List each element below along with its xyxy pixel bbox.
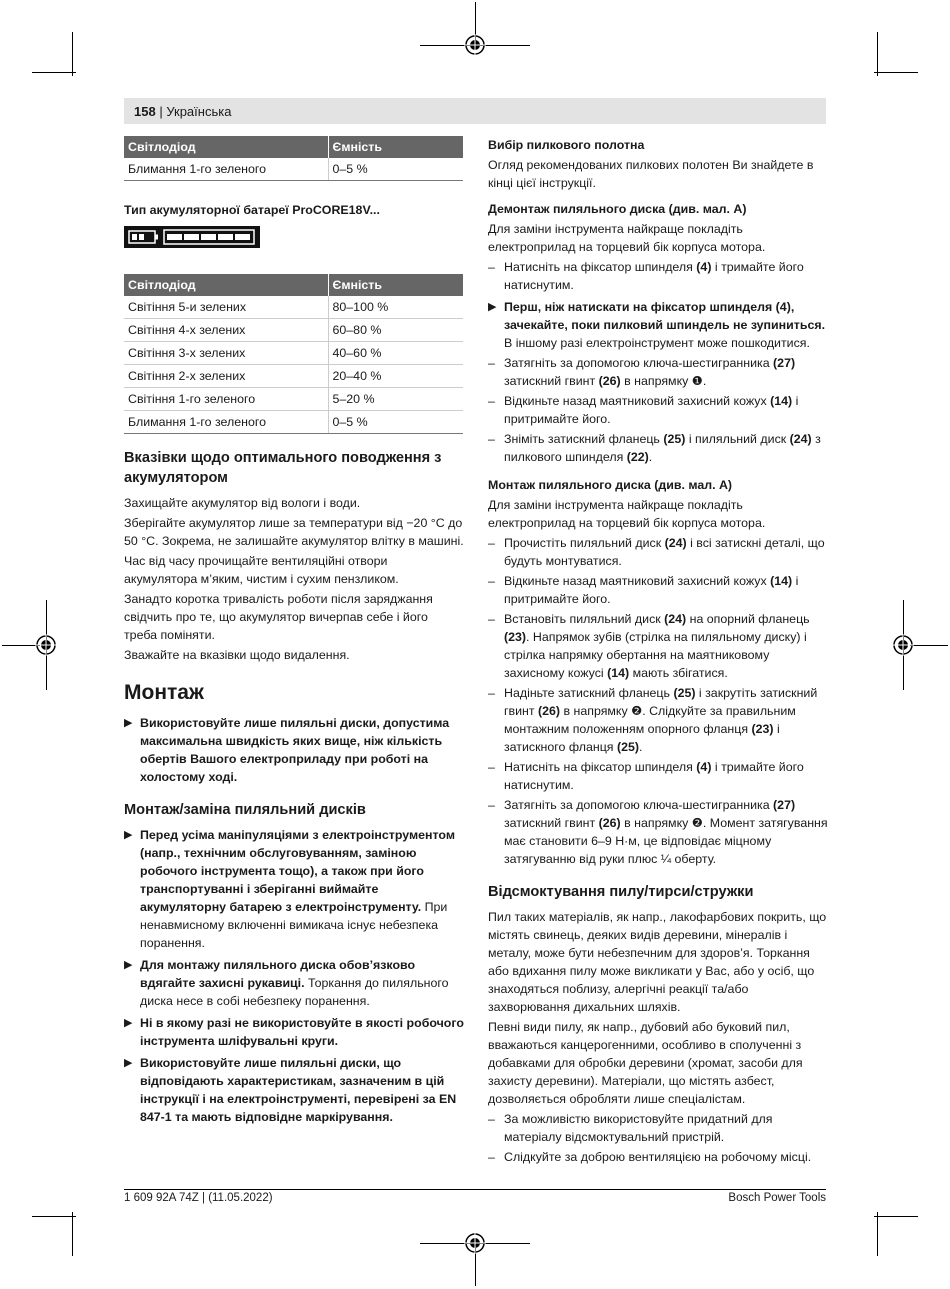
header-separator: | <box>159 104 163 119</box>
text: Натисніть на фіксатор шпинделя <box>504 260 697 274</box>
table-cell: Світіння 4-х зелених <box>124 319 328 342</box>
table-cell: Світіння 5-и зелених <box>124 296 328 319</box>
dash: – <box>488 394 495 408</box>
list-item <box>488 758 828 794</box>
ref-number: (26) <box>598 374 621 388</box>
table-cell: Світіння 3-х зелених <box>124 342 328 365</box>
montazh-title: Монтаж <box>124 681 204 704</box>
list-item <box>488 1148 828 1166</box>
list-item <box>488 534 828 570</box>
text: . <box>648 450 653 464</box>
list-item <box>488 258 828 294</box>
ref-number: (25) <box>673 686 696 700</box>
ref-number: (27) <box>773 798 796 812</box>
text: Зніміть затискний фланець <box>504 432 664 446</box>
warning-item <box>488 298 828 352</box>
demount-intro: Для заміни інструмента найкраще покладіть електроприлад на торцевий бік корпуса мотора. <box>488 222 766 254</box>
text: з пилкового шпинделя <box>504 432 821 464</box>
warning-item <box>124 956 464 1010</box>
dash: – <box>488 612 495 626</box>
dash: – <box>488 1112 495 1126</box>
text: За можливістю використовуйте придатний для матеріалу відсмоктувальний пристрій. <box>504 1112 773 1144</box>
table-cell: 0–5 % <box>328 411 463 434</box>
warning-triangle-icon: ▶ <box>124 1057 133 1069</box>
warning-triangle-icon: ▶ <box>488 301 497 313</box>
left-column <box>124 136 464 1126</box>
text: мають збігатися. <box>629 666 728 680</box>
text: Відкиньте назад маятниковий захисний кожух <box>504 574 771 588</box>
list-item <box>488 684 828 756</box>
text: і притримайте його. <box>504 574 799 606</box>
list-item <box>488 430 828 466</box>
warning-text-bold: Перш, ніж натискати на фіксатор шпинделя (4), зачекайте, поки пилковий шпиндель не зупиниться. <box>504 300 826 332</box>
warning-text: Торкання до пиляльного диска несе в собі небезпеку поранення. <box>140 976 449 1008</box>
demount-title: Демонтаж пиляльного диска (див. мал. А) <box>488 202 747 216</box>
crop-mark <box>72 1212 73 1256</box>
text: Надіньте затискний фланець <box>504 686 674 700</box>
ref-number: (24) <box>789 432 812 446</box>
text: Слідкуйте за доброю вентиляцією на робочому місці. <box>504 1150 812 1164</box>
table-cell: 0–5 % <box>328 158 463 181</box>
ref-number: (27) <box>773 356 796 370</box>
warning-triangle-icon: ▶ <box>124 717 133 729</box>
text: і пиляльний диск <box>685 432 790 446</box>
replace-title: Монтаж/заміна пиляльний дисків <box>124 802 366 818</box>
warning-text-bold: Для монтажу пиляльного диска обов’язково вдягайте захисні рукавиці. <box>140 958 416 990</box>
ref-number: (4) <box>696 760 712 774</box>
dust-paragraph: Пил таких матеріалів, як напр., лакофарбових покрить, що містять свинець, деяких видів деревини, мінералів і металу, може бути небезпечним для здоров’я. Торкання або вдихання пилу може викликати у Вас, або у осіб, що знаходяться поблизу, алергічні реакції та/або захворювання дихальних шляхів. <box>488 910 827 1014</box>
list-item <box>488 572 828 608</box>
warning-text-bold: Перед усіма маніпуляціями з електроінструментом (напр., технічним обслуговуванням, заміною робочого інструмента тощо), а також при його транспортуванні і зберіганні виймайте акумуляторну батарею з електроінструменту. <box>140 828 455 914</box>
dash: – <box>488 574 495 588</box>
text: Затягніть за допомогою ключа-шестигранника <box>504 356 774 370</box>
warning-triangle-icon: ▶ <box>124 959 133 971</box>
registration-mark-icon <box>464 1232 486 1254</box>
table-header: Світлодіод <box>124 274 328 296</box>
text: в напрямку ❶. <box>620 374 707 388</box>
ref-number: (23) <box>751 722 774 736</box>
crop-mark <box>32 1216 76 1217</box>
table-cell: Блимання 1-го зеленого <box>124 158 328 181</box>
list-item <box>488 354 828 390</box>
warning-text: Використовуйте лише пиляльні диски, допустима максимальна швидкість яких вище, ніж кількість обертів Вашого електроприладу при роботі на холостому ході. <box>140 716 450 784</box>
care-paragraph: Час від часу прочищайте вентиляційні отвори акумулятора м’яким, чистим і сухим пензликом. <box>124 554 399 586</box>
warning-text-bold: Використовуйте лише пиляльні диски, що відповідають характеристикам, зазначеним в цій інструкції і на електроінструменті, перевірені за EN 847-1 та мають відповідне маркірування. <box>140 1056 457 1124</box>
warning-item <box>124 1054 464 1126</box>
text: і тримайте його натиснутим. <box>504 260 804 292</box>
right-column <box>488 136 828 1166</box>
dash: – <box>488 536 495 550</box>
warning-triangle-icon: ▶ <box>124 1017 133 1029</box>
text: Прочистіть пиляльний диск <box>504 536 665 550</box>
crop-mark <box>32 72 76 73</box>
table-header: Світлодіод <box>124 136 328 158</box>
text: затискний гвинт <box>504 816 599 830</box>
text: і закрутіть затискний гвинт <box>504 686 818 718</box>
list-item <box>488 796 828 868</box>
care-paragraph: Занадто коротка тривалість роботи після заряджання свідчить про те, що акумулятор вичерпав себе і його треба поміняти. <box>124 592 433 642</box>
dash: – <box>488 356 495 370</box>
table-cell: 5–20 % <box>328 388 463 411</box>
ref-number: (4) <box>696 260 712 274</box>
list-item <box>488 1110 828 1146</box>
ref-number: (24) <box>664 536 687 550</box>
ref-number: (14) <box>770 574 793 588</box>
mount-intro: Для заміни інструмента найкраще покладіть електроприлад на торцевий бік корпуса мотора. <box>488 498 766 530</box>
care-title: Вказівки щодо оптимального поводження з акумулятором <box>124 450 442 486</box>
warning-text: При ненавмисному включенні вимикача існує небезпека поранення. <box>140 900 448 950</box>
dash: – <box>488 798 495 812</box>
ref-number: (22) <box>626 450 649 464</box>
text: і притримайте його. <box>504 394 799 426</box>
battery-indicator-icon <box>124 226 260 248</box>
crop-mark <box>910 645 948 646</box>
registration-mark-icon <box>35 634 57 656</box>
ref-number: (26) <box>598 816 621 830</box>
table-header: Ємність <box>328 274 463 296</box>
text: в напрямку ❷. Момент затягування має становити 6–9 Н·м, це відповідає міцному затягуванню від руки плюс ¼ оберту. <box>504 816 828 866</box>
table-cell: 60–80 % <box>328 319 463 342</box>
ref-number: (26) <box>537 704 561 718</box>
warning-item <box>124 1014 464 1050</box>
text: і всі затискні деталі, що будуть монтуватися. <box>504 536 825 568</box>
registration-mark-icon <box>892 634 914 656</box>
text: затискний гвинт <box>504 374 599 388</box>
care-paragraph: Зберігайте акумулятор лише за температури від −20 °C до 50 °C. Зокрема, не залишайте акумулятор влітку в машині. <box>124 516 464 548</box>
warning-triangle-icon: ▶ <box>124 829 133 841</box>
list-item <box>488 610 828 682</box>
table-cell: Блимання 1-го зеленого <box>124 411 328 434</box>
warning-item <box>124 826 464 952</box>
crop-mark <box>874 1216 918 1217</box>
dash: – <box>488 760 495 774</box>
table-header: Ємність <box>328 136 463 158</box>
crop-mark <box>877 1212 878 1256</box>
text: Встановіть пиляльний диск <box>504 612 665 626</box>
led-table-1 <box>124 136 463 181</box>
ref-number: (14) <box>770 394 793 408</box>
choice-title: Вибір пилкового полотна <box>488 138 645 152</box>
text: . <box>639 740 643 754</box>
dash: – <box>488 432 495 446</box>
ref-number: (25) <box>663 432 686 446</box>
page-number: 158 <box>134 104 156 119</box>
choice-text: Огляд рекомендованих пилкових полотен Ви знайдете в кінці цієї інструкції. <box>488 158 814 190</box>
text: на опорний фланець <box>686 612 810 626</box>
dust-paragraph: Певні види пилу, як напр., дубовий або буковий пил, вважаються канцерогенними, особливо в сполученні з добавками для обробки деревини (хромат, засоби для захисту деревини). Матеріали, що містять азбест, дозволяється обробляти лише спеціалістам. <box>488 1020 803 1106</box>
table-cell: 80–100 % <box>328 296 463 319</box>
page-language: Українська <box>166 104 232 119</box>
page-header <box>134 104 231 119</box>
care-paragraph: Зважайте на вказівки щодо видалення. <box>124 648 350 662</box>
ref-number: (24) <box>664 612 687 626</box>
table-cell: Світіння 1-го зеленого <box>124 388 328 411</box>
footer-brand: Bosch Power Tools <box>728 1192 826 1204</box>
text: Затягніть за допомогою ключа-шестигранника <box>504 798 774 812</box>
crop-mark <box>874 72 918 73</box>
dash: – <box>488 260 495 274</box>
crop-mark <box>877 32 878 76</box>
mount-title: Монтаж пиляльного диска (див. мал. А) <box>488 478 733 492</box>
led-table-2 <box>124 274 463 434</box>
table-cell: Світіння 2-х зелених <box>124 365 328 388</box>
ref-number: (23) <box>504 630 527 644</box>
warning-text-bold: Ні в якому разі не використовуйте в якості робочого інструмента шліфувальні круги. <box>140 1016 464 1048</box>
ref-number: (14) <box>607 666 630 680</box>
text: . Напрямок зубів (стрілка на пиляльному диску) і стрілка напрямку обертання на маятниковому захисному кожусі <box>504 630 807 680</box>
table-cell: 20–40 % <box>328 365 463 388</box>
dash: – <box>488 686 495 700</box>
text: і тримайте його натиснутим. <box>504 760 804 792</box>
warning-text: В іншому разі електроінструмент може пошкодитися. <box>504 336 810 350</box>
table-cell: 40–60 % <box>328 342 463 365</box>
text: Відкиньте назад маятниковий захисний кожух <box>504 394 771 408</box>
text: в напрямку ❷. Слідкуйте за правильним монтажним положенням опорного фланця <box>504 704 796 736</box>
care-paragraph: Захищайте акумулятор від вологи і води. <box>124 496 361 510</box>
battery-type-title: Тип акумуляторної батареї ProCORE18V... <box>124 203 380 217</box>
footer-doc-number: 1 609 92A 74Z | (11.05.2022) <box>124 1192 273 1204</box>
text: і затискного фланця <box>504 722 780 754</box>
dust-title: Відсмоктування пилу/тирси/стружки <box>488 884 754 900</box>
registration-mark-icon <box>464 34 486 56</box>
list-item <box>488 392 828 428</box>
warning-item <box>124 714 464 786</box>
text: Натисніть на фіксатор шпинделя <box>504 760 697 774</box>
dash: – <box>488 1150 495 1164</box>
footer-divider <box>124 1189 826 1190</box>
crop-mark <box>72 32 73 76</box>
ref-number: (25) <box>616 740 640 754</box>
